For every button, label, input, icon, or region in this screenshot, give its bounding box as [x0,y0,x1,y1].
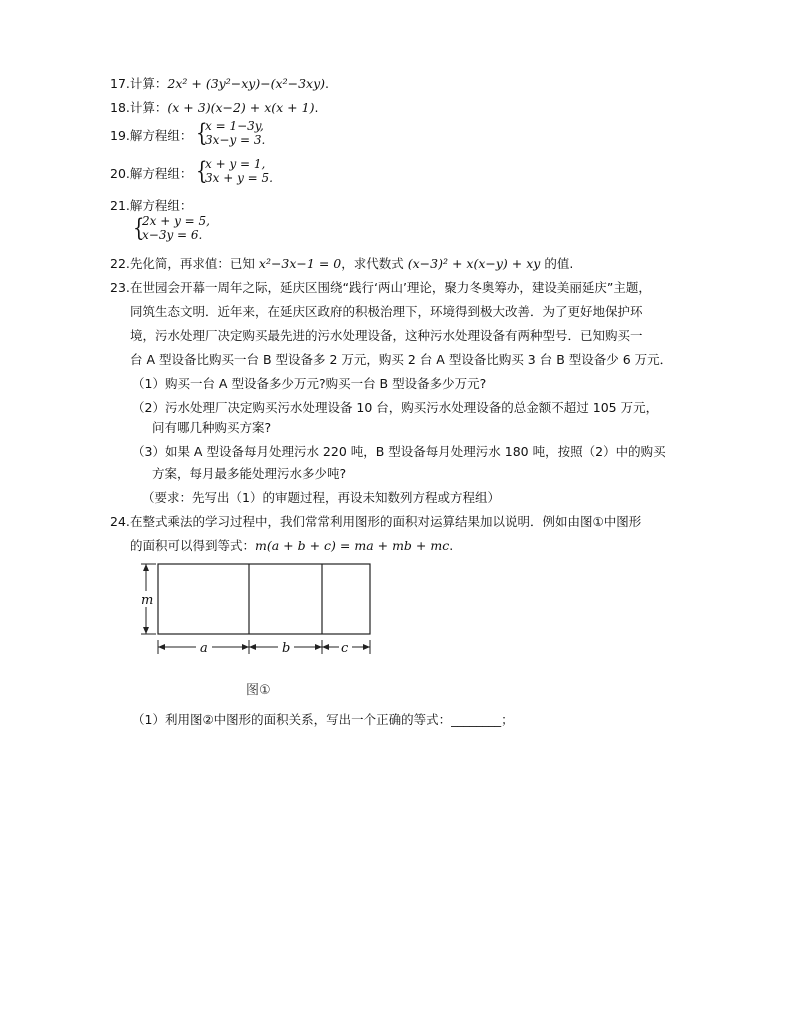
figure-1 [138,560,378,700]
problem-24-number: 24. [110,514,130,529]
m-arrow-up-icon [143,564,149,571]
problem-17-expression: 2x² + (3y²−xy)−(x²−3xy) [167,76,326,91]
problem-21-equation-1: 2x + y = 5, [142,214,210,228]
problem-17-end: . [325,76,330,91]
problem-22 [110,256,573,271]
problem-23-question-3-cont: 方案，每月最多能处理污水多少吨? [152,466,347,481]
a-arrow-left-icon [158,644,165,650]
problem-24-equation: m(a + b + c) = ma + mb + mc [255,538,450,553]
problem-19-number: 19. [110,128,130,143]
problem-24-line-2 [130,538,453,553]
problem-18-label: 计算： [129,100,168,115]
problem-20-equation-2: 3x + y = 5. [205,171,273,185]
figure-1-diagram [138,560,378,700]
problem-19-equation-1: x = 1−3y, [205,119,264,133]
problem-20 [110,166,192,181]
problem-23-line-4: 台 A 型设备比购买一台 B 型设备多 2 万元，购买 2 台 A 型设备比购买 3 台 B 型设备少 6 万元． [130,352,673,367]
problem-23-line-3: 境，污水处理厂决定购买最先进的污水处理设备，这种污水处理设备有两种型号．已知购买一 [130,328,643,343]
problem-20-system [196,158,316,188]
problem-22-text-a: 先化简，再求值：已知 [129,256,255,271]
c-arrow-left-icon [322,644,329,650]
problem-21-equation-2: x−3y = 6. [142,228,203,242]
problem-20-label: 解方程组： [129,166,193,181]
problem-23-question-2-cont: 问有哪几种购买方案? [152,420,272,435]
c-arrow-right-icon [363,644,370,650]
problem-22-number: 22. [110,256,130,271]
m-arrow-down-icon [143,627,149,634]
problem-19 [110,128,192,143]
problem-21-system [133,215,253,245]
problem-17 [110,76,329,91]
label-a: a [200,641,208,656]
problem-18-expression: (x + 3)(x−2) + x(x + 1) [167,100,315,115]
problem-23-question-1: （1）购买一台 A 型设备多少万元?购买一台 B 型设备多少万元? [132,376,487,391]
problem-24-end: . [449,538,454,553]
problem-23-line-2: 同筑生态文明．近年来，在延庆区政府的积极治理下，环境得到极大改善．为了更好地保护环 [130,304,643,319]
label-b: b [282,641,291,656]
problem-19-brace: { [196,119,208,147]
problem-20-equation-1: x + y = 1, [205,157,266,171]
figure-caption: 图① [246,683,271,698]
problem-24-question-1: （1）利用图②中图形的面积关系，写出一个正确的等式：________； [132,712,514,727]
label-c: c [341,641,349,656]
problem-22-text-b: ，求代数式 [341,256,404,271]
b-arrow-left-icon [249,644,256,650]
problem-20-number: 20. [110,166,130,181]
problem-17-label: 计算： [129,76,168,91]
problem-19-equation-2: 3x−y = 3. [205,133,266,147]
problem-21 [110,198,192,213]
problem-24-line-2-text: 的面积可以得到等式： [130,538,256,553]
problem-22-condition: x²−3x−1 = 0 [258,256,342,271]
problem-23-question-3: （3）如果 A 型设备每月处理污水 220 吨，B 型设备每月处理污水 180 吨，按照（2）中的购买 [132,444,666,459]
problem-23-line-1: 在世园会开幕一周年之际，延庆区围绕“践行‘两山’理论，聚力冬奥筹办，建设美丽延庆”主题， [130,280,651,295]
problem-21-number: 21. [110,198,130,213]
problem-18 [110,100,318,115]
problem-23-note: （要求：先写出（1）的审题过程，再设未知数列方程或方程组） [142,490,500,505]
a-arrow-right-icon [242,644,249,650]
b-arrow-right-icon [315,644,322,650]
problem-18-end: . [314,100,319,115]
problem-20-brace: { [196,157,208,185]
problem-23-number: 23. [110,280,130,295]
problem-23-question-2: （2）污水处理厂决定购买污水处理设备 10 台，购买污水处理设备的总金额不超过 105 万元， [132,400,659,415]
problem-22-text-c: 的值. [544,256,574,271]
problem-21-label: 解方程组： [129,198,193,213]
problem-22-expression: (x−3)² + x(x−y) + xy [407,256,541,271]
problem-24-line-1: 在整式乘法的学习过程中，我们常常利用图形的面积对运算结果加以说明．例如由图①中图形 [130,514,642,529]
problem-21-brace: { [133,214,145,242]
problem-19-system [196,120,316,150]
figure-rectangle [158,564,370,634]
problem-17-number: 17. [110,76,130,91]
problem-18-number: 18. [110,100,130,115]
problem-19-label: 解方程组： [129,128,193,143]
label-m: m [141,593,154,608]
